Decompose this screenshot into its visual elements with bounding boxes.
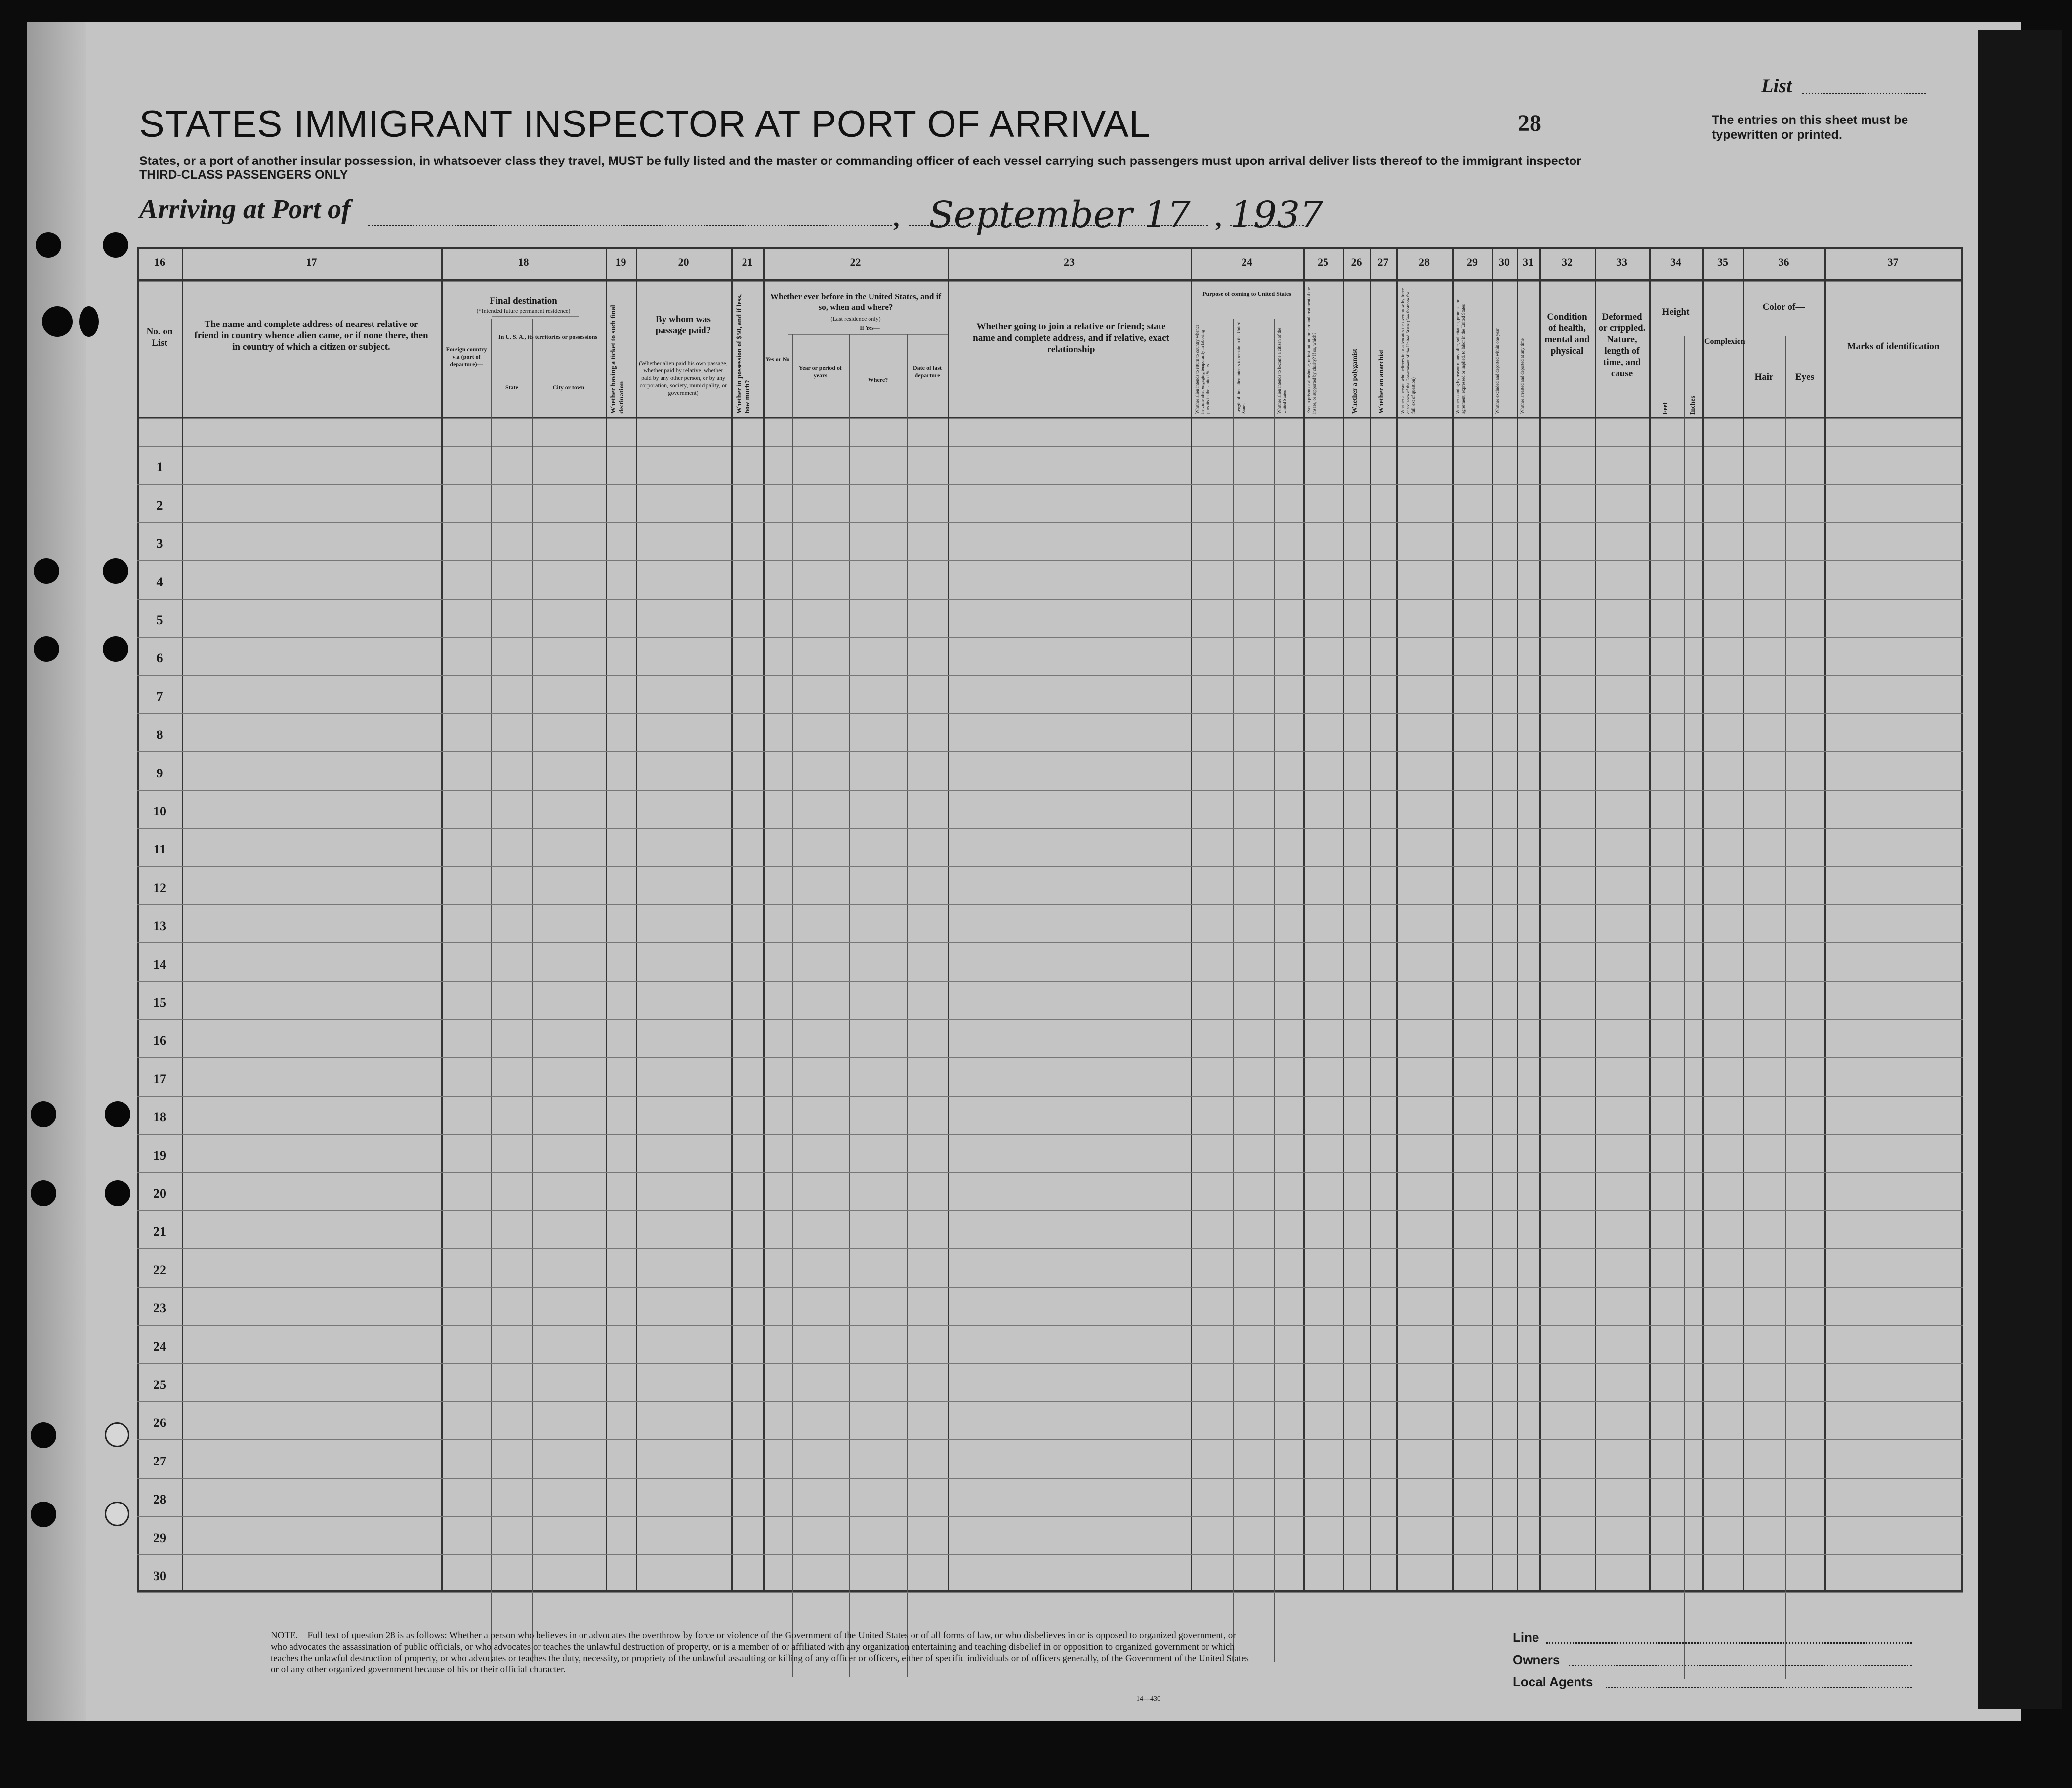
col-num-35: 35 — [1717, 256, 1728, 268]
row-number: 26 — [153, 1416, 166, 1430]
header-deformed: Deformed or crippled. Nature, length of time, and cause — [1598, 312, 1646, 379]
binder-hole — [31, 1502, 56, 1527]
handwritten-date: September 17 — [929, 194, 1191, 236]
col-num-36: 36 — [1778, 256, 1789, 268]
row-rule — [137, 1592, 1963, 1593]
list-number-field[interactable] — [1802, 93, 1926, 94]
col-num-32: 32 — [1562, 256, 1573, 268]
header-marks: Marks of identification — [1847, 341, 1940, 352]
col-num-26: 26 — [1351, 256, 1362, 268]
row-rule — [137, 828, 1963, 829]
manifest-table — [137, 247, 1963, 1590]
header-final-destination-sub: (*Intended future permanent residence) — [476, 307, 571, 314]
header-deported: Whether arrested and deported at any time — [1520, 338, 1525, 414]
arriving-label: Arriving at Port of — [139, 194, 351, 225]
header-usa: In U. S. A., its territories or possessions — [498, 333, 598, 340]
header-where: Where? — [868, 376, 888, 383]
handwritten-year: 1937 — [1230, 194, 1324, 236]
header-feet: Feet — [1662, 402, 1669, 415]
line-field[interactable] — [1546, 1642, 1912, 1644]
row-number: 30 — [153, 1569, 166, 1583]
col-num-24: 24 — [1242, 256, 1252, 268]
row-rule — [137, 1019, 1963, 1020]
col-num-31: 31 — [1523, 256, 1533, 268]
row-number: 3 — [156, 536, 163, 551]
row-number: 6 — [156, 651, 163, 665]
row-number: 9 — [156, 766, 163, 780]
row-number: 15 — [153, 995, 166, 1010]
header-color-of: Color of— — [1762, 302, 1805, 312]
row-number: 5 — [156, 613, 163, 627]
binder-hole — [31, 1180, 56, 1206]
row-number: 16 — [153, 1033, 166, 1048]
header-anarchist: Whether an anarchist — [1378, 349, 1385, 414]
col-num-21: 21 — [742, 256, 753, 268]
header-purpose: Purpose of coming to United States — [1202, 290, 1291, 297]
row-rule — [137, 1516, 1963, 1517]
binder-hole — [103, 636, 128, 662]
binder-hole — [103, 558, 128, 584]
col-num-34: 34 — [1670, 256, 1681, 268]
col-num-17: 17 — [306, 256, 317, 268]
header-height: Height — [1662, 307, 1690, 317]
row-rule — [137, 484, 1963, 485]
binder-hole — [36, 232, 61, 258]
col-num-28: 28 — [1419, 256, 1430, 268]
header-fifty-dollars: Whether in possession of $50, and if less, how much? — [736, 294, 751, 414]
row-number: 8 — [156, 728, 163, 742]
header-complexion: Complexion — [1704, 337, 1745, 346]
row-number: 22 — [153, 1263, 166, 1277]
row-number: 10 — [153, 804, 166, 818]
header-labor-offer: Whether coming by reason of any offer, solicitation, promise, or agreement, expressed or implied, to labor in the United States — [1455, 299, 1466, 414]
row-number: 17 — [153, 1072, 166, 1086]
header-final-destination: Final destination — [490, 296, 557, 306]
row-rule — [137, 560, 1963, 561]
scan-edge — [1978, 30, 2062, 1709]
col-num-22: 22 — [850, 256, 861, 268]
col-num-30: 30 — [1499, 256, 1510, 268]
header-nearest-relative: The name and complete address of nearest relative or friend in country whence alien came, or if none there, then in country of which a citizen or subject. — [194, 319, 428, 352]
row-number: 11 — [153, 842, 166, 856]
row-rule — [137, 1096, 1963, 1097]
arriving-port-field[interactable] — [368, 225, 892, 226]
row-number: 21 — [153, 1224, 166, 1239]
header-purpose-citizen: Whether alien intends to become a citizen of the United States — [1277, 328, 1287, 414]
row-rule — [137, 1325, 1963, 1326]
header-ticket: Whether having a ticket to such final destination — [610, 305, 625, 414]
row-rule — [137, 522, 1963, 523]
row-rule — [137, 981, 1963, 982]
header-yes-no: Yes or No — [765, 356, 790, 363]
header-hair: Hair — [1754, 372, 1774, 382]
subtitle: States, or a port of another insular possession, in whatsoever class they travel, MUST be fully listed and the master or commanding officer of each vessel carrying such passengers must upon arrival deliver lists thereof to the immigrant inspector — [139, 154, 1581, 168]
row-rule — [137, 1401, 1963, 1402]
form-code: 14—430 — [1136, 1695, 1160, 1703]
binder-hole — [34, 636, 59, 662]
row-rule — [137, 1363, 1963, 1364]
row-number: 24 — [153, 1340, 166, 1354]
header-eyes: Eyes — [1795, 372, 1814, 382]
local-agents-field[interactable] — [1606, 1687, 1912, 1688]
row-number: 28 — [153, 1492, 166, 1506]
row-rule — [137, 866, 1963, 867]
row-rule — [137, 1210, 1963, 1211]
col-num-37: 37 — [1887, 256, 1899, 268]
binder-hole — [31, 1101, 56, 1127]
header-overthrow: Whether a person who believes in or advocates the overthrow by force or violence of the Government of the United States (See footnote for full text of question) — [1400, 288, 1416, 414]
binder-hole — [103, 232, 128, 258]
list-label: List — [1761, 75, 1792, 97]
row-number: 12 — [153, 881, 166, 895]
row-rule — [137, 1248, 1963, 1249]
binder-hole — [31, 1422, 56, 1448]
col-num-19: 19 — [615, 256, 626, 268]
row-number: 20 — [153, 1186, 166, 1201]
header-before-in-us-sub: (Last residence only) — [830, 315, 881, 322]
binder-hole — [105, 1101, 130, 1127]
row-number: 4 — [156, 575, 163, 589]
row-rule — [137, 1057, 1963, 1058]
binder-hole — [42, 306, 73, 337]
row-rule — [137, 1287, 1963, 1288]
header-no-on-list: No. on List — [146, 326, 173, 348]
row-number: 19 — [153, 1148, 166, 1163]
header-foreign-country: Foreign country via (port of departure)— — [446, 346, 487, 367]
local-agents-label: Local Agents — [1513, 1674, 1593, 1689]
header-excluded: Whether excluded and deported within one year — [1495, 328, 1500, 414]
header-purpose-return: Whether alien intends to return to country whence he came after engaging temporarily in laboring pursuits in the United States — [1195, 325, 1210, 414]
header-passage-paid: By whom was passage paid? — [655, 314, 711, 336]
col-num-27: 27 — [1377, 256, 1389, 268]
header-polygamist: Whether a polygamist — [1351, 349, 1359, 414]
row-rule — [137, 1478, 1963, 1479]
row-number: 27 — [153, 1454, 166, 1468]
binder-hole — [79, 306, 99, 337]
row-rule — [137, 751, 1963, 752]
col-num-33: 33 — [1616, 256, 1627, 268]
row-number: 2 — [156, 498, 163, 513]
header-health: Condition of health, mental and physical — [1544, 312, 1590, 356]
line-label: Line — [1513, 1630, 1539, 1645]
row-number: 23 — [153, 1301, 166, 1315]
row-number: 18 — [153, 1110, 166, 1124]
year-field[interactable] — [1230, 225, 1304, 226]
entries-note: The entries on this sheet must be typewritten or printed. — [1712, 113, 1908, 142]
col-num-23: 23 — [1064, 256, 1075, 268]
header-join-relative: Whether going to join a relative or friend; state name and complete address, and if relative, exact relationship — [973, 322, 1169, 355]
row-rule — [137, 790, 1963, 791]
page-number: 28 — [1518, 110, 1541, 136]
header-before-in-us: Whether ever before in the United States, and if so, when and where? — [770, 292, 942, 312]
header-last-departure: Date of last departure — [913, 365, 942, 379]
binder-hole — [105, 1502, 129, 1526]
owners-field[interactable] — [1569, 1665, 1912, 1666]
row-number: 14 — [153, 957, 166, 972]
header-passage-paid-sub: (Whether alien paid his own passage, whether paid by relative, whether paid by any other person, or by any corporation, society, municipality, or government) — [639, 360, 728, 396]
row-rule — [137, 1172, 1963, 1173]
row-rule — [137, 1554, 1963, 1555]
row-number: 25 — [153, 1378, 166, 1392]
binder-hole — [105, 1180, 130, 1206]
header-prison: Ever in prison or almshouse, or institution for care and treatment of the insane, or supported by charity? If so, which? — [1306, 287, 1317, 414]
row-number: 7 — [156, 690, 163, 704]
header-state: State — [505, 384, 518, 391]
binder-hole — [105, 1422, 129, 1447]
row-rule — [137, 713, 1963, 714]
col-num-20: 20 — [678, 256, 689, 268]
header-period: Year or period of years — [798, 365, 842, 379]
row-number: 13 — [153, 919, 166, 933]
row-rule — [137, 904, 1963, 905]
header-city: City or town — [552, 384, 585, 391]
passenger-class: THIRD-CLASS PASSENGERS ONLY — [139, 168, 348, 182]
page-title: STATES IMMIGRANT INSPECTOR AT PORT OF ARRIVAL — [139, 103, 1151, 145]
row-rule — [137, 1439, 1963, 1440]
row-number: 1 — [156, 460, 163, 474]
owners-label: Owners — [1513, 1652, 1560, 1667]
col-num-18: 18 — [518, 256, 529, 268]
row-rule — [137, 675, 1963, 676]
col-num-16: 16 — [154, 256, 165, 268]
row-rule — [137, 942, 1963, 943]
col-num-29: 29 — [1467, 256, 1478, 268]
binding-margin — [27, 22, 86, 1721]
binder-hole — [34, 558, 59, 584]
col-num-25: 25 — [1318, 256, 1328, 268]
header-inches: Inches — [1689, 396, 1697, 415]
row-rule — [137, 599, 1963, 600]
header-purpose-length: Length of time alien intends to remain in the United States — [1236, 321, 1246, 414]
row-rule — [137, 1134, 1963, 1135]
header-if-yes: If Yes— — [860, 325, 880, 331]
row-number: 29 — [153, 1531, 166, 1545]
footnote: NOTE.—Full text of question 28 is as follows: Whether a person who believes in or advocates the overthrow by force or violence of the Government of the United States or of all forms of law, or who disbelieves in or is opposed to organized government, or who advocates the assassination of public officials, or who advocates or teaches the unlawful destruction of property, or is a member of or affiliated with any organization entertaining and teaching disbelief in or opposition to organized government or which teaches the unlawful destruction of property, or who advocates or teaches the duty, necessity, or propriety of the unlawful assaulting or killing of any officer or officers, either of specific individuals or of officers generally, of the Government of the United States or of any other organized government because of his or their official character. — [271, 1630, 1249, 1675]
row-rule — [137, 637, 1963, 638]
